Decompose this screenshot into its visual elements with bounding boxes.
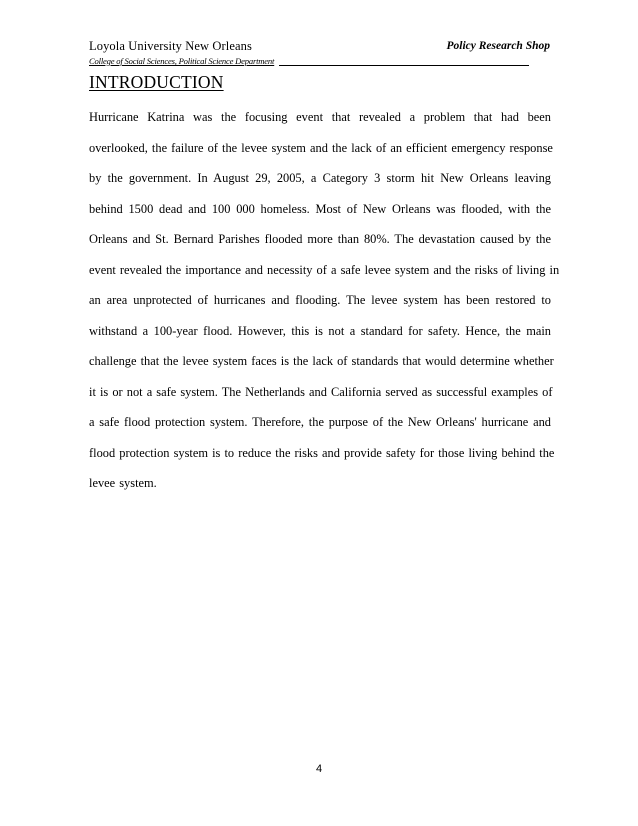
paragraph-line: challenge that the levee system faces is the lack of standards that would determine whether: [89, 354, 554, 368]
paragraph-line: event revealed the importance and necessity of a safe levee system and the risks of living in: [89, 262, 560, 277]
header-university: Loyola University New Orleans: [89, 39, 252, 53]
paragraph-line: Orleans and St. Bernard Parishes flooded more than 80%. The devastation caused by the: [89, 232, 551, 246]
header-department: College of Social Sciences, Political Science Department: [89, 56, 275, 66]
paragraph-line: overlooked, the failure of the levee system and the lack of an efficient emergency response: [89, 140, 553, 155]
section-title: INTRODUCTION: [89, 72, 224, 92]
page-number: 4: [315, 763, 323, 775]
header-divider: [279, 65, 529, 66]
paragraph-line: flood protection system is to reduce the risks and provide safety for those living behind the: [89, 445, 555, 460]
paragraph-line: it is or not a safe system. The Netherlands and California served as successful examples of: [89, 384, 553, 399]
body-paragraph: [89, 108, 560, 505]
paragraph-line: an area unprotected of hurricanes and flooding. The levee system has been restored to: [89, 293, 551, 307]
paragraph-line: by the government. In August 29, 2005, a Category 3 storm hit New Orleans leaving: [89, 171, 551, 185]
paragraph-line: behind 1500 dead and 100 000 homeless. Most of New Orleans was flooded, with the: [89, 201, 551, 216]
paragraph-line: withstand a 100-year flood. However, this is not a standard for safety. Hence, the main: [89, 323, 551, 338]
paragraph-line: Hurricane Katrina was the focusing event that revealed a problem that had been: [89, 110, 551, 124]
header-shop-title: Policy Research Shop: [446, 40, 550, 52]
paragraph-line: a safe flood protection system. Therefore, the purpose of the New Orleans' hurricane and: [89, 415, 551, 429]
paragraph-line: levee system.: [89, 476, 157, 490]
